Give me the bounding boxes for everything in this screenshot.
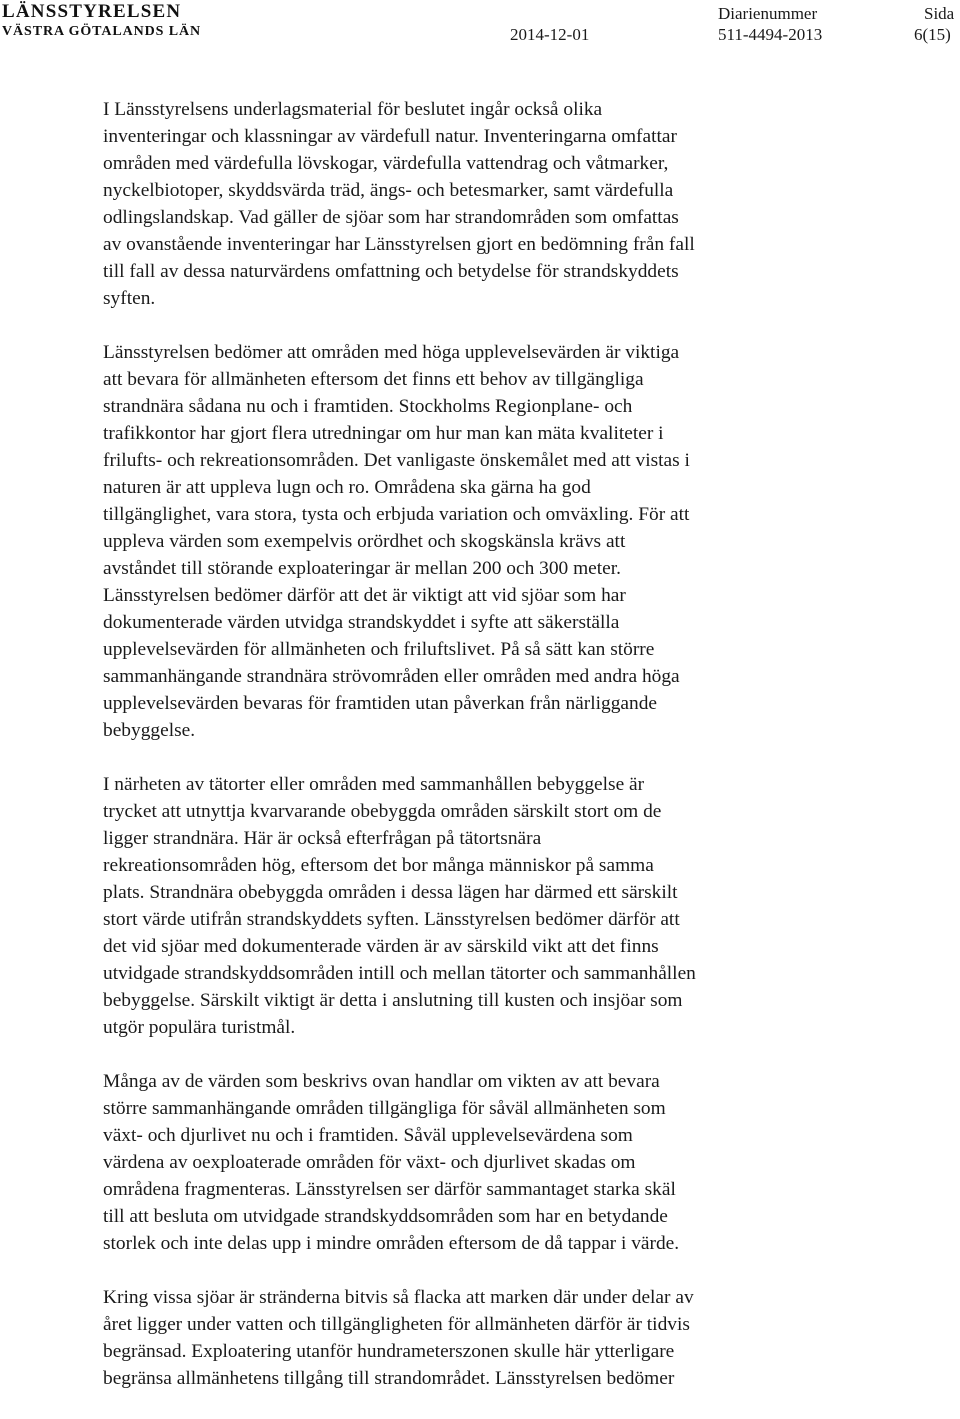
lansstyrelsen-logo xyxy=(2,2,201,39)
paragraph-line: dokumenterade värden utvidga strandskyddet i syfte att säkerställa xyxy=(103,612,620,633)
paragraph-line: Kring vissa sjöar är stränderna bitvis så flacka att marken där under delar av xyxy=(103,1287,694,1308)
logo-region: VÄSTRA GÖTALANDS LÄN xyxy=(2,24,201,39)
paragraph-line: året ligger under vatten och tillgängligheten för allmänheten därför är tidvis xyxy=(103,1314,690,1335)
paragraph-line: av ovanstående inventeringar har Länsstyrelsen gjort en bedömning från fall xyxy=(103,234,695,255)
paragraph-line: till att besluta om utvidgade strandskyddsområden som har en betydande xyxy=(103,1206,668,1227)
body-paragraph xyxy=(103,1284,843,1392)
paragraph-line: områden med värdefulla lövskogar, värdefulla vattendrag och våtmarker, xyxy=(103,153,669,174)
body-paragraph xyxy=(103,771,843,1041)
paragraph-line: upplevelsevärden bevaras för framtiden utan påverkan från närliggande xyxy=(103,693,657,714)
paragraph-line: begränsa allmänhetens tillgång till strandområdet. Länsstyrelsen bedömer xyxy=(103,1368,675,1389)
paragraph-line: upplevelsevärden för allmänheten och friluftslivet. På så sätt kan större xyxy=(103,639,655,660)
paragraph-line: trycket att utnyttja kvarvarande obebyggda områden särskilt stort om de xyxy=(103,801,662,822)
paragraph-line: stort värde utifrån strandskyddets syften. Länsstyrelsen bedömer därför att xyxy=(103,909,680,930)
paragraph-line: värdena av oexploaterade områden för växt- och djurlivet skadas om xyxy=(103,1152,636,1173)
paragraph-line: att bevara för allmänheten eftersom det finns ett behov av tillgängliga xyxy=(103,369,644,390)
paragraph-line: syften. xyxy=(103,288,156,309)
paragraph-line: Länsstyrelsen bedömer att områden med höga upplevelsevärden är viktiga xyxy=(103,342,680,363)
body-paragraph xyxy=(103,339,843,744)
paragraph-line: ligger strandnära. Här är också efterfrågan på tätortsnära xyxy=(103,828,542,849)
paragraph-line: större sammanhängande områden tillgängliga för såväl allmänheten som xyxy=(103,1098,666,1119)
body-paragraph xyxy=(103,1068,843,1257)
paragraph-line: sammanhängande strandnära strövområden eller områden med andra höga xyxy=(103,666,680,687)
paragraph-line: strandnära sådana nu och i framtiden. Stockholms Regionplane- och xyxy=(103,396,633,417)
paragraph-line: tillgänglighet, vara stora, tysta och erbjuda variation och omväxling. För att xyxy=(103,504,690,525)
paragraph-line: Länsstyrelsen bedömer därför att det är viktigt att vid sjöar som har xyxy=(103,585,626,606)
paragraph-line: områdena fragmenteras. Länsstyrelsen ser därför sammantaget starka skäl xyxy=(103,1179,676,1200)
document-date: 2014-12-01 xyxy=(510,25,590,44)
paragraph-line: odlingslandskap. Vad gäller de sjöar som har strandområden som omfattas xyxy=(103,207,679,228)
paragraph-line: plats. Strandnära obebyggda områden i dessa lägen har därmed ett särskilt xyxy=(103,882,678,903)
paragraph-line: rekreationsområden hög, eftersom det bor många människor på samma xyxy=(103,855,654,876)
paragraph-line: växt- och djurlivet nu och i framtiden. Såväl upplevelsevärdena som xyxy=(103,1125,633,1146)
paragraph-line: inventeringar och klassningar av värdefull natur. Inventeringarna omfattar xyxy=(103,126,677,147)
paragraph-line: det vid sjöar med dokumenterade värden är av särskild vikt att det finns xyxy=(103,936,659,957)
diarienummer-value: 511-4494-2013 xyxy=(718,25,823,44)
page-number: 6(15) xyxy=(914,25,951,44)
paragraph-line: begränsad. Exploatering utanför hundrameterszonen skulle här ytterligare xyxy=(103,1341,675,1362)
paragraph-line: bebyggelse. xyxy=(103,720,196,741)
paragraph-line: uppleva värden som exempelvis orördhet och skogskänsla krävs att xyxy=(103,531,626,552)
paragraph-line: avståndet till störande exploateringar är mellan 200 och 300 meter. xyxy=(103,558,621,579)
paragraph-line: trafikkontor har gjort flera utredningar om hur man kan mäta kvaliteter i xyxy=(103,423,664,444)
diarienummer-label: Diarienummer xyxy=(718,4,818,23)
paragraph-line: nyckelbiotoper, skyddsvärda träd, ängs- och betesmarker, samt värdefulla xyxy=(103,180,674,201)
paragraph-line: I Länsstyrelsens underlagsmaterial för beslutet ingår också olika xyxy=(103,99,603,120)
page-label: Sida xyxy=(924,4,955,23)
paragraph-line: utgör populära turistmål. xyxy=(103,1017,296,1038)
paragraph-line: till fall av dessa naturvärdens omfattning och betydelse för strandskyddets xyxy=(103,261,679,282)
paragraph-line: utvidgade strandskyddsområden intill och mellan tätorter och sammanhållen xyxy=(103,963,696,984)
paragraph-line: frilufts- och rekreationsområden. Det vanligaste önskemålet med att vistas i xyxy=(103,450,690,471)
paragraph-line: Många av de värden som beskrivs ovan handlar om vikten av att bevara xyxy=(103,1071,660,1092)
paragraph-line: I närheten av tätorter eller områden med sammanhållen bebyggelse är xyxy=(103,774,645,795)
logo-org-name: LÄNSSTYRELSEN xyxy=(2,1,182,22)
document-body xyxy=(103,96,843,1419)
document-header xyxy=(0,0,960,48)
paragraph-line: bebyggelse. Särskilt viktigt är detta i anslutning till kusten och insjöar som xyxy=(103,990,683,1011)
paragraph-line: storlek och inte delas upp i mindre områden eftersom de då tappar i värde. xyxy=(103,1233,680,1254)
body-paragraph xyxy=(103,96,843,312)
paragraph-line: naturen är att uppleva lugn och ro. Områdena ska gärna ha god xyxy=(103,477,591,498)
